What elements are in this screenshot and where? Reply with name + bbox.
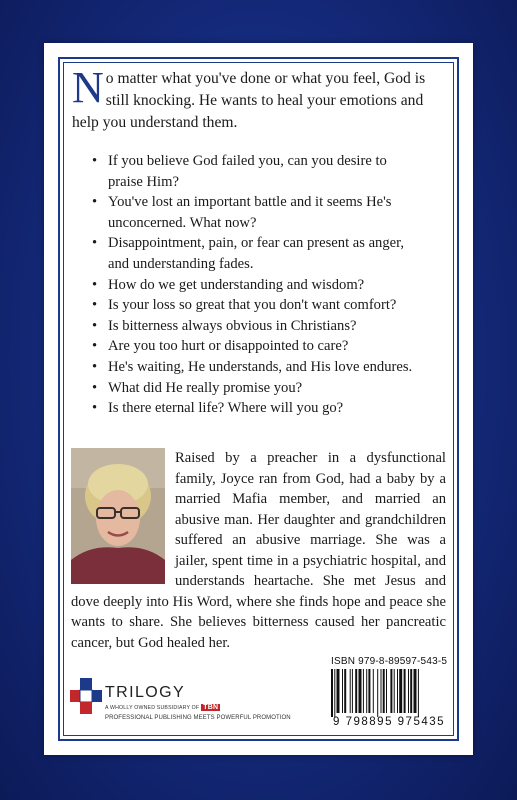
barcode-bar	[399, 669, 402, 713]
trilogy-logo-icon	[70, 678, 104, 724]
barcode-bar	[352, 669, 353, 713]
barcode-bar	[418, 669, 419, 717]
barcode-bar	[334, 669, 335, 717]
barcode-bar	[414, 669, 417, 713]
publisher-logo	[70, 676, 330, 726]
publisher-tagline: PROFESSIONAL PUBLISHING MEETS POWERFUL PROMOTION	[105, 715, 291, 721]
publisher-subsidiary-line	[105, 704, 220, 711]
barcode-bar	[331, 669, 333, 717]
list-item: • Is bitterness always obvious in Christians?	[92, 316, 422, 337]
barcode-bar	[373, 669, 374, 713]
list-item: • Disappointment, pain, or fear can present as anger, and understanding fades.	[92, 233, 422, 274]
barcode-bar	[344, 669, 346, 713]
barcode-bar	[337, 669, 340, 713]
barcode-bar	[350, 669, 351, 713]
barcode-bar	[363, 669, 364, 713]
question-list	[92, 151, 422, 419]
barcode-bar	[368, 669, 370, 713]
barcode-bars	[329, 669, 451, 717]
list-item: • Is there eternal life? Where will you go?	[92, 398, 422, 419]
barcode-bar	[394, 669, 395, 713]
photo-spacer	[71, 448, 175, 590]
barcode-bar	[386, 669, 387, 713]
back-cover-panel	[44, 43, 473, 755]
list-item: • If you believe God failed you, can you desire to praise Him?	[92, 151, 422, 192]
isbn-barcode	[329, 656, 455, 731]
list-item: • Are you too hurt or disappointed to care?	[92, 336, 422, 357]
barcode-bar	[366, 669, 367, 713]
barcode-bar	[397, 669, 398, 713]
barcode-bar	[408, 669, 409, 713]
list-item: • What did He really promise you?	[92, 378, 422, 399]
tbn-badge: TBN	[203, 704, 219, 711]
barcode-bar	[383, 669, 385, 713]
drop-cap: N	[72, 63, 104, 112]
barcode-bar	[377, 669, 378, 717]
list-item: • You've lost an important battle and it seems He's unconcerned. What now?	[92, 192, 422, 233]
list-item: • He's waiting, He understands, and His love endures.	[92, 357, 422, 378]
bio-text: Raised by a preacher in a dysfunctional family, Joyce ran from God, had a baby by a married Mafia member, and married an abusive man. Her daughter and grandchildren suffered an abusive marriage. She was a jailer, spent time in a psychiatric hospital, and understands heartache. She met Jesus and dove deeply into His Word, where she finds hope and peace she wants to share. She believes bitterness caused her pancreatic cancer, but God healed her.	[71, 450, 446, 651]
barcode-bar	[381, 669, 382, 713]
intro-paragraph	[72, 63, 447, 134]
list-item: • How do we get understanding and wisdom?	[92, 275, 422, 296]
intro-text: o matter what you've done or what you feel, God is still knocking. He wants to heal your emotions and help you understand them.	[72, 70, 426, 131]
barcode-bar	[390, 669, 392, 713]
list-item: • Is your loss so great that you don't want comfort?	[92, 295, 422, 316]
publisher-subsidiary: A WHOLLY OWNED SUBSIDIARY OF	[105, 704, 200, 711]
barcode-bar	[355, 669, 357, 713]
isbn-label: ISBN 979-8-89597-543-5	[331, 656, 448, 667]
barcode-bar	[410, 669, 412, 713]
barcode-bar	[342, 669, 343, 713]
barcode-digits: 9 798895 975435	[333, 716, 446, 728]
publisher-name: TRILOGY	[105, 684, 186, 701]
barcode-bar	[404, 669, 406, 713]
barcode-bar	[359, 669, 362, 713]
author-bio	[71, 448, 446, 653]
